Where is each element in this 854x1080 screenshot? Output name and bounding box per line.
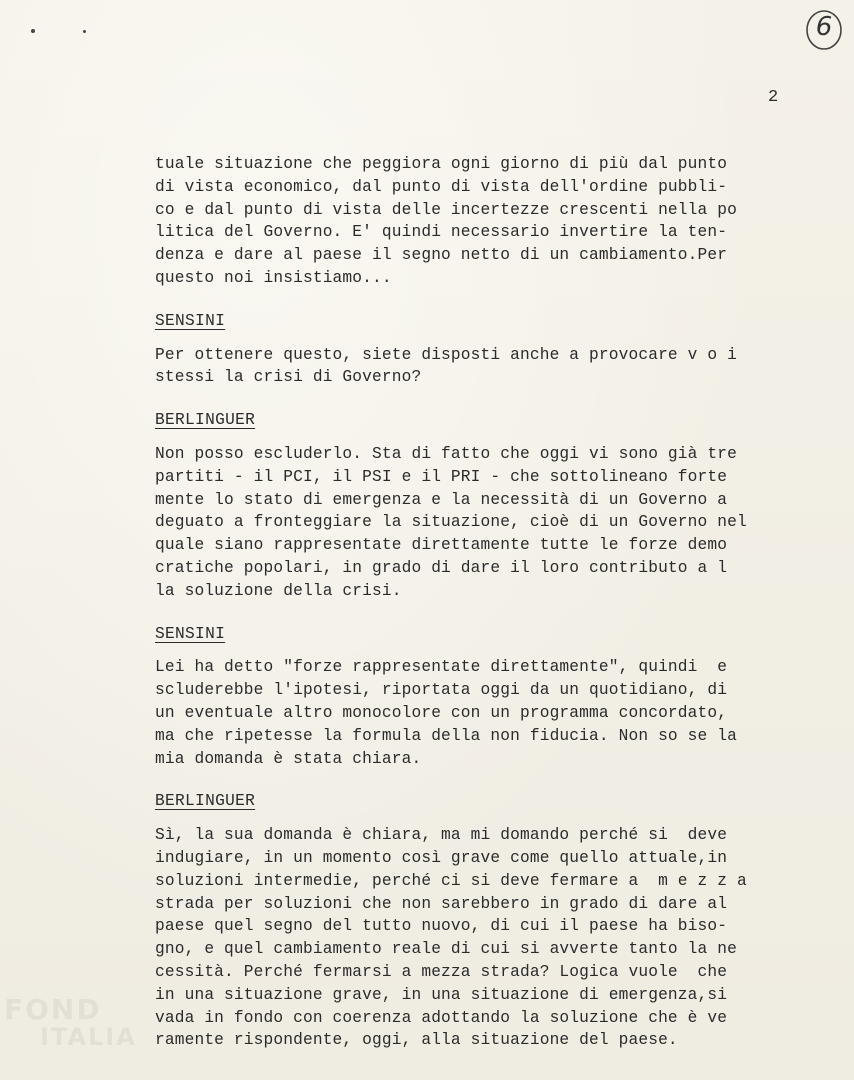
paragraph <box>155 656 795 770</box>
watermark-text: ITALIA <box>40 1023 137 1051</box>
text-line: strada per soluzioni che non sarebbero in grado di dare al <box>155 894 728 913</box>
text-line: partiti - il PCI, il PSI e il PRI - che sottolineano forte <box>155 467 728 486</box>
text-line: deguato a fronteggiare la situazione, cioè di un Governo nel <box>155 513 747 532</box>
watermark-text: FOND <box>4 993 102 1026</box>
text-line: la soluzione della crisi. <box>155 581 402 600</box>
text-line: quale siano rappresentate direttamente tutte le forze demo <box>155 536 728 555</box>
text-line: litica del Governo. E' quindi necessario invertire la ten- <box>155 223 728 242</box>
paragraph <box>155 824 795 1052</box>
text-line: cratiche popolari, in grado di dare il loro contributo a l <box>155 558 728 577</box>
ink-speck <box>31 29 35 33</box>
text-line: questo noi insistiamo... <box>155 268 392 287</box>
text-line: un eventuale altro monocolore con un programma concordato, <box>155 703 728 722</box>
archive-number-stamp <box>804 8 844 54</box>
text-line: vada in fondo con coerenza adottando la soluzione che è ve <box>155 1008 728 1027</box>
text-line: in una situazione grave, in una situazione di emergenza,si <box>155 985 728 1004</box>
paragraph <box>155 153 795 290</box>
speaker-name: BERLINGUER <box>155 411 256 430</box>
text-line: denza e dare al paese il segno netto di un cambiamento.Per <box>155 246 728 265</box>
text-line: Non posso escluderlo. Sta di fatto che oggi vi sono già tre <box>155 444 737 463</box>
text-line: tuale situazione che peggiora ogni giorno di più dal punto <box>155 155 728 173</box>
text-line: cessità. Perché fermarsi a mezza strada? Logica vuole che <box>155 962 728 981</box>
text-line: mia domanda è stata chiara. <box>155 749 422 768</box>
speaker-name: SENSINI <box>155 311 226 330</box>
text-line: ma che ripetesse la formula della non fiducia. Non so se la <box>155 726 737 745</box>
speaker-name: SENSINI <box>155 624 226 643</box>
text-line: Per ottenere questo, siete disposti anche a provocare v o i <box>155 345 737 364</box>
ink-speck <box>83 30 86 33</box>
transcript-body <box>155 153 795 1052</box>
spacer <box>155 603 795 623</box>
text-line: scluderebbe l'ipotesi, riportata oggi da un quotidiano, di <box>155 681 728 700</box>
text-line: gno, e quel cambiamento reale di cui si avverte tanto la ne <box>155 940 737 959</box>
spacer <box>155 770 795 790</box>
text-line: Lei ha detto "forze rappresentate direttamente", quindi e <box>155 658 728 677</box>
spacer <box>155 290 795 310</box>
text-line: indugiare, in un momento così grave come quello attuale,in <box>155 848 728 867</box>
text-line: ramente rispondente, oggi, alla situazione del paese. <box>155 1031 678 1050</box>
spacer <box>155 432 795 443</box>
text-line: soluzioni intermedie, perché ci si deve fermare a m e z z a <box>155 871 747 890</box>
text-line: Sì, la sua domanda è chiara, ma mi domando perché si deve <box>155 826 728 845</box>
archive-number: 6 <box>815 12 833 42</box>
spacer <box>155 645 795 656</box>
text-line: co e dal punto di vista delle incertezze crescenti nella po <box>155 200 737 219</box>
spacer <box>155 813 795 824</box>
text-line: stessi la crisi di Governo? <box>155 368 422 387</box>
spacer <box>155 333 795 344</box>
text-line: mente lo stato di emergenza e la necessità di un Governo a <box>155 490 728 509</box>
text-line: paese quel segno del tutto nuovo, di cui il paese ha biso- <box>155 917 728 936</box>
spacer <box>155 389 795 409</box>
paragraph <box>155 344 795 390</box>
speaker-name: BERLINGUER <box>155 792 256 811</box>
text-line: di vista economico, dal punto di vista dell'ordine pubbli- <box>155 177 728 196</box>
page-number: 2 <box>768 88 779 107</box>
archive-watermark <box>0 985 200 1080</box>
paragraph <box>155 443 795 603</box>
